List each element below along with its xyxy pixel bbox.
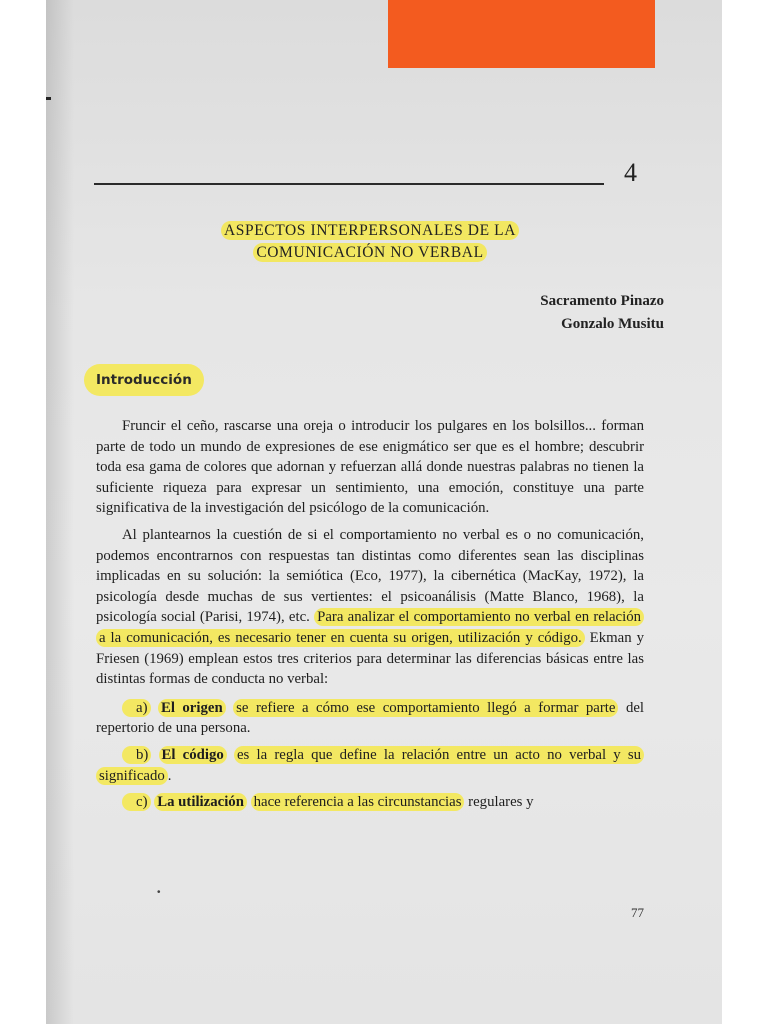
list-text-b-highlight: es la regla que define la relación entre un acto no verbal y su significado [96,746,644,785]
stray-dot: • [157,887,161,898]
list-text-a-highlight: se refiere a cómo ese comportamiento llegó a formar parte [233,699,618,717]
paragraph-2-part-3: Ekman y Friesen (1969) emplean estos tres criterios para determinar las diferencias básicas entre las distintas formas de conducta no verbal: [96,629,644,688]
author-1: Sacramento Pinazo [540,293,664,309]
paragraph-2 [96,525,644,690]
body-text [96,416,644,813]
list-item-a [96,698,644,739]
author-2: Gonzalo Musitu [561,316,664,332]
list-text-b: . [167,767,172,784]
list-text-c: regulares y [464,794,534,811]
list-term-a: El origen [158,699,226,717]
list-item-b [96,745,644,786]
list-term-b: El código [159,746,227,764]
page-number: 77 [631,905,644,920]
paragraph-2-part-1: Al plantearnos la cuestión de si el comportamiento no verbal es o no comunicación, podemos encontrarnos con respuestas tan distintas como diferentes sean las disciplinas implicadas en su solución: la semiótica (Eco, 1977), la cibernética (MacKay, 1972), la psicología desde muchas de sus vertientes: el psicoanálisis (Matte Blanco, 1968), la psicología social (Parisi, 1974), etc. [96,526,644,626]
chapter-number: 4 [624,158,637,187]
criteria-list [96,698,644,813]
list-item-c [96,792,644,813]
title-line-1: ASPECTOS INTERPERSONALES DE LA [221,221,519,240]
section-heading: Introducción [84,364,204,396]
list-text-a: del repertorio de una persona. [96,699,645,737]
orange-bookmark [388,0,655,68]
margin-mark [46,97,51,100]
list-term-c: La utilización [154,793,247,811]
paragraph-2-highlight: Para analizar el comportamiento no verbal en relación a la comunicación, es necesario tener en cuenta su origen, utilización y código. [96,608,644,647]
authors [540,290,664,336]
page-shadow [46,0,74,1024]
list-text-c-highlight: hace referencia a las circunstancias [251,793,465,811]
list-marker-c: c) [122,793,151,811]
paragraph-1: Fruncir el ceño, rascarse una oreja o introducir los pulgares en los bolsillos... forman parte de todo un mundo de expresiones de ese enigmático ser que es el hombre; descubrir toda esa gama de colores que adornan y refuerzan allá donde nuestras palabras no tienen la suficiente riqueza para expresar un sentimiento, una emoción, constituye una parte significativa de la investigación del psicólogo de la comunicación. [96,418,644,517]
chapter-title [170,220,570,264]
chapter-rule [94,183,604,185]
title-line-2: COMUNICACIÓN NO VERBAL [253,243,486,262]
list-marker-a: a) [122,699,151,717]
list-marker-b: b) [122,746,151,764]
